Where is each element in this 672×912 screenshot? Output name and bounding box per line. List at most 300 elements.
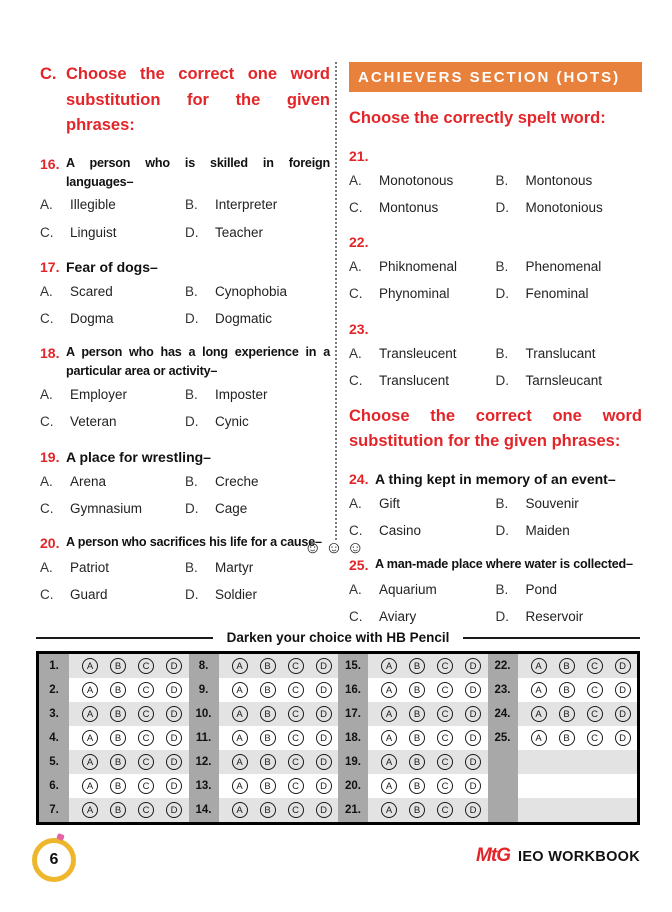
workbook-title: IEO WORKBOOK: [517, 849, 640, 865]
option: [349, 608, 496, 626]
answer-bubbles: [368, 702, 488, 726]
bubble-17-A[interactable]: A: [381, 706, 397, 722]
bubble-22-D[interactable]: D: [615, 658, 631, 674]
bubble-8-C[interactable]: C: [288, 658, 304, 674]
question-block: [349, 469, 642, 540]
bubble-1-B[interactable]: B: [110, 658, 126, 674]
option-letter: A.: [40, 387, 53, 403]
option-letter: D.: [495, 199, 509, 215]
question-number: 16.: [40, 155, 60, 172]
answer-row-number: 14.: [189, 798, 219, 822]
option-text: Guard: [70, 587, 108, 603]
option: [40, 386, 185, 404]
bubble-7-C[interactable]: C: [138, 802, 154, 818]
bubble-12-C[interactable]: C: [288, 754, 304, 770]
bubble-7-D[interactable]: D: [166, 802, 182, 818]
option-letter: B.: [185, 387, 198, 403]
option-text: Soldier: [215, 587, 258, 603]
option-letter: B.: [185, 473, 198, 489]
bubble-19-A[interactable]: A: [381, 754, 397, 770]
mtg-logo: MtG: [476, 845, 510, 866]
bubble-16-B[interactable]: B: [409, 682, 425, 698]
question-head: [349, 146, 642, 167]
bubble-23-B[interactable]: B: [559, 682, 575, 698]
answer-row-number: 2.: [39, 678, 69, 702]
question-number: 18.: [40, 345, 60, 362]
answer-row: [488, 774, 638, 798]
option-letter: D.: [185, 414, 199, 430]
answer-row-number: 8.: [189, 654, 219, 678]
bubble-11-C[interactable]: C: [288, 730, 304, 746]
option-list: [40, 473, 330, 518]
option: [185, 500, 330, 518]
option-text: Dogmatic: [215, 311, 273, 327]
option-text: Martyr: [215, 560, 254, 575]
bubble-8-B[interactable]: B: [260, 658, 276, 674]
option-text: Transleucent: [379, 345, 457, 361]
bubble-12-D[interactable]: D: [316, 754, 332, 770]
bubble-20-A[interactable]: A: [381, 778, 397, 794]
bubble-5-B[interactable]: B: [110, 754, 126, 770]
answer-row-number: 19.: [338, 750, 368, 774]
answer-bubbles: [518, 702, 638, 726]
answer-bubbles: [219, 774, 339, 798]
bubble-3-D[interactable]: D: [166, 706, 182, 722]
bubble-23-D[interactable]: D: [615, 682, 631, 698]
option-text: Monotonous: [379, 172, 454, 188]
bubble-20-B[interactable]: B: [409, 778, 425, 794]
bubble-5-D[interactable]: D: [166, 754, 182, 770]
answer-bubbles: [518, 726, 638, 750]
answer-group: [189, 654, 339, 822]
bubble-17-B[interactable]: B: [409, 706, 425, 722]
bubble-22-A[interactable]: A: [531, 658, 547, 674]
bubble-20-D[interactable]: D: [465, 778, 481, 794]
bubble-19-C[interactable]: C: [437, 754, 453, 770]
bubble-16-A[interactable]: A: [381, 682, 397, 698]
question-text: A person who sacrifices his life for a cause–: [66, 535, 322, 549]
answer-row: [39, 654, 189, 678]
section-c-column: [40, 62, 330, 604]
bubble-21-D[interactable]: D: [465, 802, 481, 818]
option-list: [40, 283, 330, 328]
question-number: 22.: [349, 234, 369, 251]
answer-row: [488, 678, 638, 702]
answer-row-number: 23.: [488, 678, 518, 702]
question-head: [40, 447, 330, 468]
bubble-24-D[interactable]: D: [615, 706, 631, 722]
option: [349, 495, 496, 513]
bubble-9-D[interactable]: D: [316, 682, 332, 698]
bubble-11-D[interactable]: D: [316, 730, 332, 746]
bubble-22-C[interactable]: C: [587, 658, 603, 674]
option-letter: C.: [40, 587, 54, 603]
column-divider: [335, 62, 337, 540]
bubble-1-D[interactable]: D: [166, 658, 182, 674]
option-letter: C.: [40, 414, 54, 430]
answer-bubbles: [69, 774, 189, 798]
answer-row-number: 10.: [189, 702, 219, 726]
question-number: 19.: [40, 448, 60, 465]
option-text: Creche: [215, 473, 259, 489]
bubble-18-A[interactable]: A: [381, 730, 397, 746]
bubble-19-D[interactable]: D: [465, 754, 481, 770]
bubble-15-A[interactable]: A: [381, 658, 397, 674]
answer-sheet: [36, 630, 640, 825]
option-text: Souvenir: [525, 495, 579, 511]
bubble-14-B[interactable]: B: [260, 802, 276, 818]
answer-row: [338, 678, 488, 702]
question-block: [349, 146, 642, 217]
bubble-18-D[interactable]: D: [465, 730, 481, 746]
bubble-2-C[interactable]: C: [138, 682, 154, 698]
bubble-9-C[interactable]: C: [288, 682, 304, 698]
bubble-1-A[interactable]: A: [82, 658, 98, 674]
option: [40, 586, 185, 604]
option-text: Translucant: [525, 345, 596, 361]
option: [349, 199, 496, 217]
answer-row-number: [488, 798, 518, 822]
bubble-17-C[interactable]: C: [437, 706, 453, 722]
bubble-2-D[interactable]: D: [166, 682, 182, 698]
option: [496, 495, 643, 513]
answer-bubbles: [518, 750, 638, 774]
bubble-14-D[interactable]: D: [316, 802, 332, 818]
bubble-10-A[interactable]: A: [232, 706, 248, 722]
option: [496, 285, 643, 303]
option-text: Arena: [70, 473, 107, 489]
answer-row: [488, 702, 638, 726]
option-text: Cage: [215, 500, 248, 516]
section-heading-text: Choose the correct one word substitution for the given phrases:: [66, 65, 330, 135]
question-number: 21.: [349, 147, 369, 164]
option-letter: B.: [185, 197, 198, 213]
option: [185, 196, 330, 214]
bubble-8-A[interactable]: A: [232, 658, 248, 674]
option: [185, 310, 330, 328]
option-letter: C.: [349, 199, 363, 215]
option-text: Pond: [525, 582, 558, 597]
question-block: [40, 343, 330, 431]
answer-group: [488, 654, 638, 822]
option-letter: B.: [495, 495, 509, 511]
bubble-4-B[interactable]: B: [110, 730, 126, 746]
bubble-4-A[interactable]: A: [82, 730, 98, 746]
answer-bubbles: [69, 750, 189, 774]
option-letter: D.: [495, 609, 509, 625]
answer-row-number: 18.: [338, 726, 368, 750]
substitution-heading: Choose the correct one word substitution for the given phrases:: [349, 407, 642, 450]
option: [349, 581, 496, 599]
answer-bubbles: [368, 726, 488, 750]
option: [349, 285, 496, 303]
option-text: Montonous: [525, 172, 593, 188]
option-text: Scared: [70, 283, 113, 299]
bubble-17-D[interactable]: D: [465, 706, 481, 722]
bubble-7-B[interactable]: B: [110, 802, 126, 818]
answer-bubbles: [368, 678, 488, 702]
question-text: Fear of dogs–: [66, 258, 158, 275]
option: [496, 258, 643, 276]
option-text: Teacher: [215, 224, 264, 240]
answer-row: [488, 654, 638, 678]
option: [185, 473, 330, 491]
answer-bubbles: [518, 798, 638, 822]
option: [185, 586, 330, 604]
bubble-5-C[interactable]: C: [138, 754, 154, 770]
option-letter: A.: [349, 172, 362, 188]
answer-row: [189, 774, 339, 798]
question-number: 17.: [40, 258, 60, 275]
bubble-24-B[interactable]: B: [559, 706, 575, 722]
bubble-10-C[interactable]: C: [288, 706, 304, 722]
bubble-10-B[interactable]: B: [260, 706, 276, 722]
bubble-5-A[interactable]: A: [82, 754, 98, 770]
answer-row-number: 7.: [39, 798, 69, 822]
answer-bubbles: [219, 702, 339, 726]
answer-bubbles: [368, 798, 488, 822]
answer-row: [338, 702, 488, 726]
answer-row: [338, 798, 488, 822]
question-text: A person who is skilled in foreign languages–: [66, 155, 330, 189]
answer-bubbles: [69, 702, 189, 726]
bubble-6-B[interactable]: B: [110, 778, 126, 794]
option-text: Phiknomenal: [379, 259, 458, 275]
bubble-11-A[interactable]: A: [232, 730, 248, 746]
bubble-23-A[interactable]: A: [531, 682, 547, 698]
option: [496, 172, 643, 190]
option-letter: A.: [40, 473, 53, 489]
option-text: Monotonious: [525, 199, 603, 215]
bubble-20-C[interactable]: C: [437, 778, 453, 794]
option: [40, 196, 185, 214]
option-text: Reservoir: [525, 609, 584, 625]
answer-row-number: 24.: [488, 702, 518, 726]
bubble-11-B[interactable]: B: [260, 730, 276, 746]
option-text: Tarnsleucant: [525, 372, 603, 388]
answer-bubbles: [69, 726, 189, 750]
bubble-13-A[interactable]: A: [232, 778, 248, 794]
option: [40, 473, 185, 491]
answer-sheet-header: [36, 630, 640, 645]
achievers-banner: ACHIEVERS SECTION (HOTS): [349, 62, 642, 92]
answer-bubbles: [368, 774, 488, 798]
option-letter: C.: [349, 522, 363, 538]
option: [349, 258, 496, 276]
question-number: 23.: [349, 320, 369, 337]
answer-row: [189, 750, 339, 774]
option: [185, 413, 330, 431]
option-letter: B.: [495, 259, 509, 275]
option-text: Montonus: [379, 199, 439, 215]
answer-row-number: 25.: [488, 726, 518, 750]
bubble-21-A[interactable]: A: [381, 802, 397, 818]
option-letter: B.: [495, 582, 509, 597]
option: [496, 372, 643, 390]
option: [40, 224, 185, 242]
option-text: Employer: [70, 387, 128, 403]
option-list: [349, 581, 642, 626]
bubble-13-C[interactable]: C: [288, 778, 304, 794]
option-text: Cynic: [215, 414, 249, 430]
answer-row: [39, 678, 189, 702]
answer-row: [189, 702, 339, 726]
answer-grid: [36, 651, 640, 825]
answer-row-number: 5.: [39, 750, 69, 774]
question-head: [349, 555, 642, 576]
bubble-21-B[interactable]: B: [409, 802, 425, 818]
spelling-questions: [349, 146, 642, 390]
bubble-9-B[interactable]: B: [260, 682, 276, 698]
option-text: Linguist: [70, 224, 117, 240]
bubble-21-C[interactable]: C: [437, 802, 453, 818]
answer-bubbles: [69, 654, 189, 678]
option: [349, 372, 496, 390]
option-list: [349, 495, 642, 540]
option-letter: A.: [349, 495, 362, 511]
bubble-4-D[interactable]: D: [166, 730, 182, 746]
bubble-6-D[interactable]: D: [166, 778, 182, 794]
bubble-3-C[interactable]: C: [138, 706, 154, 722]
option-letter: D.: [495, 372, 509, 388]
bubble-10-D[interactable]: D: [316, 706, 332, 722]
answer-bubbles: [518, 654, 638, 678]
option-text: Veteran: [70, 414, 117, 430]
option: [349, 345, 496, 363]
option: [40, 310, 185, 328]
answer-row: [39, 798, 189, 822]
bubble-2-B[interactable]: B: [110, 682, 126, 698]
bubble-9-A[interactable]: A: [232, 682, 248, 698]
bubble-15-B[interactable]: B: [409, 658, 425, 674]
bubble-7-A[interactable]: A: [82, 802, 98, 818]
option-letter: D.: [495, 286, 509, 302]
bubble-25-C[interactable]: C: [587, 730, 603, 746]
option-letter: A.: [40, 197, 53, 213]
answer-row-number: 1.: [39, 654, 69, 678]
bubble-13-D[interactable]: D: [316, 778, 332, 794]
page-number-badge: [32, 838, 76, 882]
answer-bubbles: [368, 750, 488, 774]
bubble-23-C[interactable]: C: [587, 682, 603, 698]
spelling-heading: Choose the correctly spelt word:: [349, 109, 606, 127]
bubble-19-B[interactable]: B: [409, 754, 425, 770]
answer-row: [39, 702, 189, 726]
answer-row-number: 3.: [39, 702, 69, 726]
option-letter: C.: [40, 500, 54, 516]
option-letter: B.: [185, 283, 198, 299]
question-head: [40, 257, 330, 278]
option-list: [40, 559, 330, 604]
option: [496, 608, 643, 626]
bubble-1-C[interactable]: C: [138, 658, 154, 674]
bubble-3-B[interactable]: B: [110, 706, 126, 722]
bubble-4-C[interactable]: C: [138, 730, 154, 746]
option-letter: A.: [349, 345, 362, 361]
bubble-6-A[interactable]: A: [82, 778, 98, 794]
smiley-divider: ☺☺☺: [303, 538, 369, 557]
option-text: Fenominal: [525, 286, 589, 302]
bubble-8-D[interactable]: D: [316, 658, 332, 674]
question-head: [349, 469, 642, 490]
answer-row: [338, 654, 488, 678]
answer-bubbles: [368, 654, 488, 678]
option: [185, 559, 330, 577]
answer-bubbles: [219, 654, 339, 678]
option-letter: D.: [185, 311, 199, 327]
bubble-3-A[interactable]: A: [82, 706, 98, 722]
bubble-24-A[interactable]: A: [531, 706, 547, 722]
option-letter: C.: [40, 311, 54, 327]
answer-row-number: 22.: [488, 654, 518, 678]
answer-row: [488, 750, 638, 774]
answer-row-number: 21.: [338, 798, 368, 822]
bubble-18-B[interactable]: B: [409, 730, 425, 746]
option-letter: C.: [349, 372, 363, 388]
bubble-18-C[interactable]: C: [437, 730, 453, 746]
option: [185, 283, 330, 301]
answer-sheet-title: Darken your choice with HB Pencil: [226, 630, 450, 645]
bubble-16-C[interactable]: C: [437, 682, 453, 698]
answer-row: [39, 726, 189, 750]
bubble-14-A[interactable]: A: [232, 802, 248, 818]
bubble-25-A[interactable]: A: [531, 730, 547, 746]
answer-row: [189, 798, 339, 822]
bubble-12-B[interactable]: B: [260, 754, 276, 770]
option: [185, 386, 330, 404]
option-letter: B.: [495, 172, 509, 188]
answer-row: [39, 774, 189, 798]
option-text: Imposter: [215, 387, 268, 403]
bubble-15-D[interactable]: D: [465, 658, 481, 674]
answer-row: [189, 678, 339, 702]
answer-row-number: 17.: [338, 702, 368, 726]
answer-row: [338, 750, 488, 774]
answer-row-number: 12.: [189, 750, 219, 774]
header-rule-left: [36, 637, 213, 639]
bubble-2-A[interactable]: A: [82, 682, 98, 698]
bubble-24-C[interactable]: C: [587, 706, 603, 722]
bubble-25-D[interactable]: D: [615, 730, 631, 746]
answer-row-number: 11.: [189, 726, 219, 750]
option-text: Cynophobia: [215, 283, 288, 299]
option: [496, 345, 643, 363]
option-text: Dogma: [70, 311, 114, 327]
bubble-22-B[interactable]: B: [559, 658, 575, 674]
option-text: Aviary: [379, 609, 417, 625]
option: [496, 199, 643, 217]
bubble-16-D[interactable]: D: [465, 682, 481, 698]
section-c-questions: [40, 154, 330, 605]
question-number: 24.: [349, 470, 369, 487]
answer-row: [189, 726, 339, 750]
answer-row-number: 13.: [189, 774, 219, 798]
option-list: [40, 196, 330, 241]
answer-bubbles: [69, 798, 189, 822]
option-text: Gift: [379, 495, 401, 511]
bubble-12-A[interactable]: A: [232, 754, 248, 770]
answer-row: [488, 798, 638, 822]
answer-bubbles: [219, 798, 339, 822]
bubble-13-B[interactable]: B: [260, 778, 276, 794]
answer-row-number: 16.: [338, 678, 368, 702]
bubble-14-C[interactable]: C: [288, 802, 304, 818]
bubble-15-C[interactable]: C: [437, 658, 453, 674]
answer-row-number: 6.: [39, 774, 69, 798]
answer-bubbles: [69, 678, 189, 702]
bubble-25-B[interactable]: B: [559, 730, 575, 746]
bubble-6-C[interactable]: C: [138, 778, 154, 794]
